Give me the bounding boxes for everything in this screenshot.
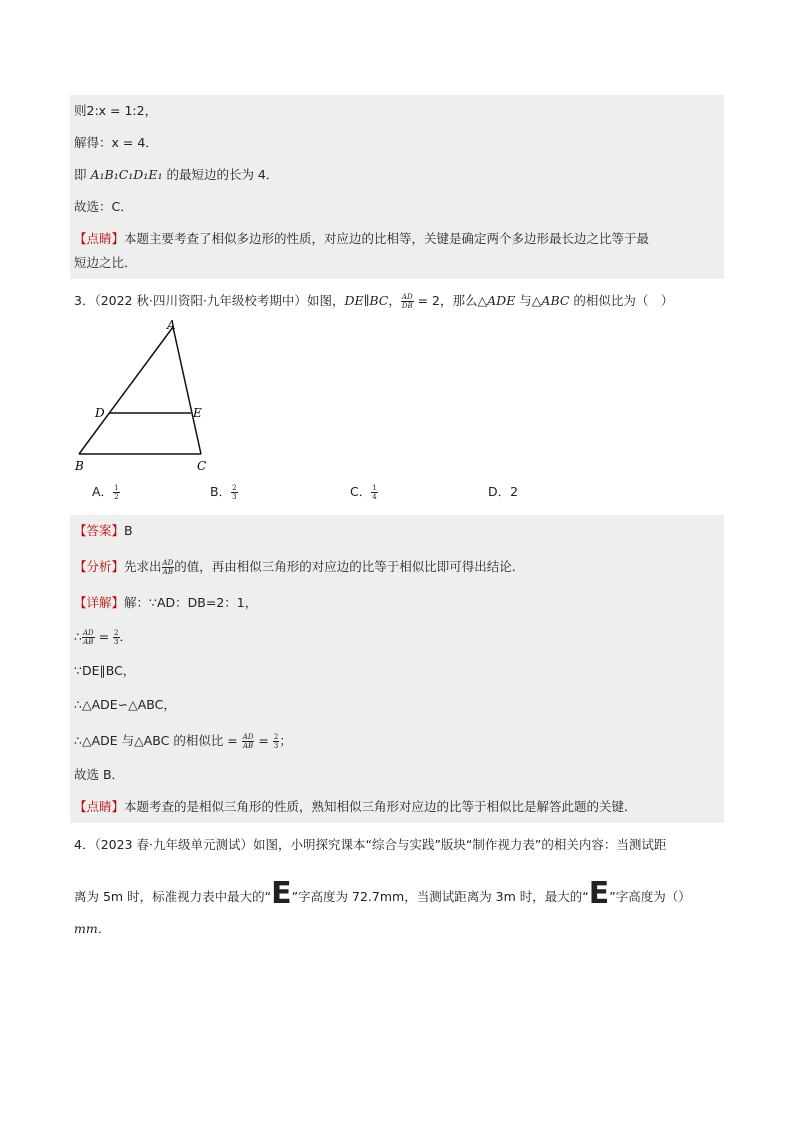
eye-chart-e-glyph: E — [588, 876, 610, 911]
detail-line — [70, 587, 724, 619]
fraction: $\frac{AD}{AB}$ — [242, 733, 254, 750]
answer-options — [70, 477, 724, 505]
math-text: ABC — [541, 293, 570, 308]
comment-text: 本题考查的是相似三角形的性质，熟知相似三角形对应边的比等于相似比是解答此题的关键． — [124, 799, 637, 814]
comment-text: 本题主要考查了相似多边形的性质，对应边的比相等，关键是确定两个多边形最长边之比等于最 — [124, 231, 650, 246]
text: 的相似比为（ ） — [569, 293, 674, 308]
comment-line: 短边之比． — [74, 255, 137, 270]
question-3-stem — [70, 285, 724, 317]
detail-line — [70, 619, 724, 655]
option-d: D．2 — [488, 484, 519, 499]
fraction: $\frac{2}{3}$ — [114, 629, 119, 646]
text: 与△ — [515, 293, 542, 308]
fraction: $\frac{2}{3}$ — [273, 733, 279, 750]
question-4-line — [70, 913, 724, 945]
math-text: DE∥BC — [344, 293, 389, 308]
document-page — [70, 95, 724, 945]
fraction: $\frac{AD}{DB}$ — [401, 293, 413, 310]
solution-line: 故选：C． — [74, 199, 133, 214]
question-number: 3． — [74, 293, 95, 308]
analysis-tag: 【分析】 — [74, 559, 125, 574]
math-text: A₁B₁C₁D₁E₁ — [90, 167, 163, 182]
question-source: （2022 秋·四川资阳·九年级校考期中） — [94, 293, 307, 308]
comment-line — [70, 223, 724, 251]
math-text: ADE — [487, 293, 516, 308]
label-d: D — [95, 406, 105, 420]
text: 离为 5m 时，标准视力表中最大的“ — [74, 889, 272, 904]
question-4-stem — [70, 829, 724, 861]
conclusion-line: 故选 B． — [74, 767, 125, 782]
comment-line — [70, 791, 724, 823]
question-number: 4． — [74, 837, 95, 852]
text: = 2，那么△ — [413, 293, 488, 308]
text: 即 — [74, 167, 91, 182]
side-ab — [79, 327, 173, 454]
label-a: A — [167, 318, 176, 332]
text: ”字高度为（） — [609, 889, 691, 904]
text: ； — [279, 733, 292, 748]
text: = — [254, 733, 273, 748]
comment-tag: 【点睛】 — [74, 799, 125, 814]
text: 先求出 — [124, 559, 162, 574]
answer-tag: 【答案】 — [74, 523, 125, 538]
label-e: E — [193, 406, 202, 420]
answer-line — [70, 515, 724, 547]
triangle-figure — [70, 317, 724, 477]
previous-solution-block — [70, 95, 724, 279]
solution-line — [70, 159, 724, 191]
fraction: $\frac{AD}{AB}$ — [82, 629, 94, 646]
text: 如图，小明探究课本“综合与实践”版块“制作视力表”的相关内容：当测试距 — [252, 837, 667, 852]
fraction: $\frac{1}{2}$ — [114, 483, 119, 501]
fraction: $\frac{2}{3}$ — [232, 483, 237, 501]
text: 的值，再由相似三角形的对应边的比等于相似比即可得出结论． — [174, 559, 525, 574]
text: 解：∵AD：DB=2：1， — [124, 595, 258, 610]
side-ac — [173, 327, 201, 454]
label-b: B — [75, 459, 84, 473]
text: ∴△ADE 与△ABC 的相似比 = — [74, 733, 242, 748]
text: ． — [119, 629, 133, 644]
eye-chart-e-glyph: E — [271, 876, 292, 911]
triangle-diagram — [70, 317, 250, 477]
text: = — [94, 629, 114, 644]
question-source: （2023 春·九年级单元测试） — [94, 837, 253, 852]
label-c: C — [197, 459, 207, 473]
option-b: B． $\frac{2}{3}$ — [210, 483, 237, 501]
detail-line: ∴△ADE∽△ABC， — [74, 697, 176, 712]
analysis-line — [70, 547, 724, 587]
option-a: A． $\frac{1}{2}$ — [92, 483, 119, 501]
fraction: $\frac{AD}{AB}$ — [162, 559, 174, 576]
text: ， — [388, 293, 401, 308]
detail-tag: 【详解】 — [74, 595, 125, 610]
detail-line: ∵DE∥BC， — [74, 663, 136, 678]
text: ”字高度为 72.7mm，当测试距离为 3m 时，最大的“ — [291, 889, 589, 904]
comment-tag: 【点睛】 — [74, 231, 125, 246]
solution-line: 则2:x = 1:2， — [74, 103, 158, 118]
detail-line — [70, 723, 724, 759]
option-c: C． $\frac{1}{4}$ — [350, 483, 377, 501]
text: 的最短边的长为 4． — [162, 167, 279, 182]
question-4-line — [70, 875, 724, 913]
solution-line: 解得：x = 4． — [74, 135, 158, 150]
answer-value: B — [124, 523, 133, 538]
text: mm． — [74, 921, 111, 936]
text: ∴ — [74, 629, 82, 644]
question-3-solution-block — [70, 515, 724, 823]
text: 如图， — [306, 293, 345, 308]
fraction: $\frac{1}{4}$ — [372, 483, 377, 501]
